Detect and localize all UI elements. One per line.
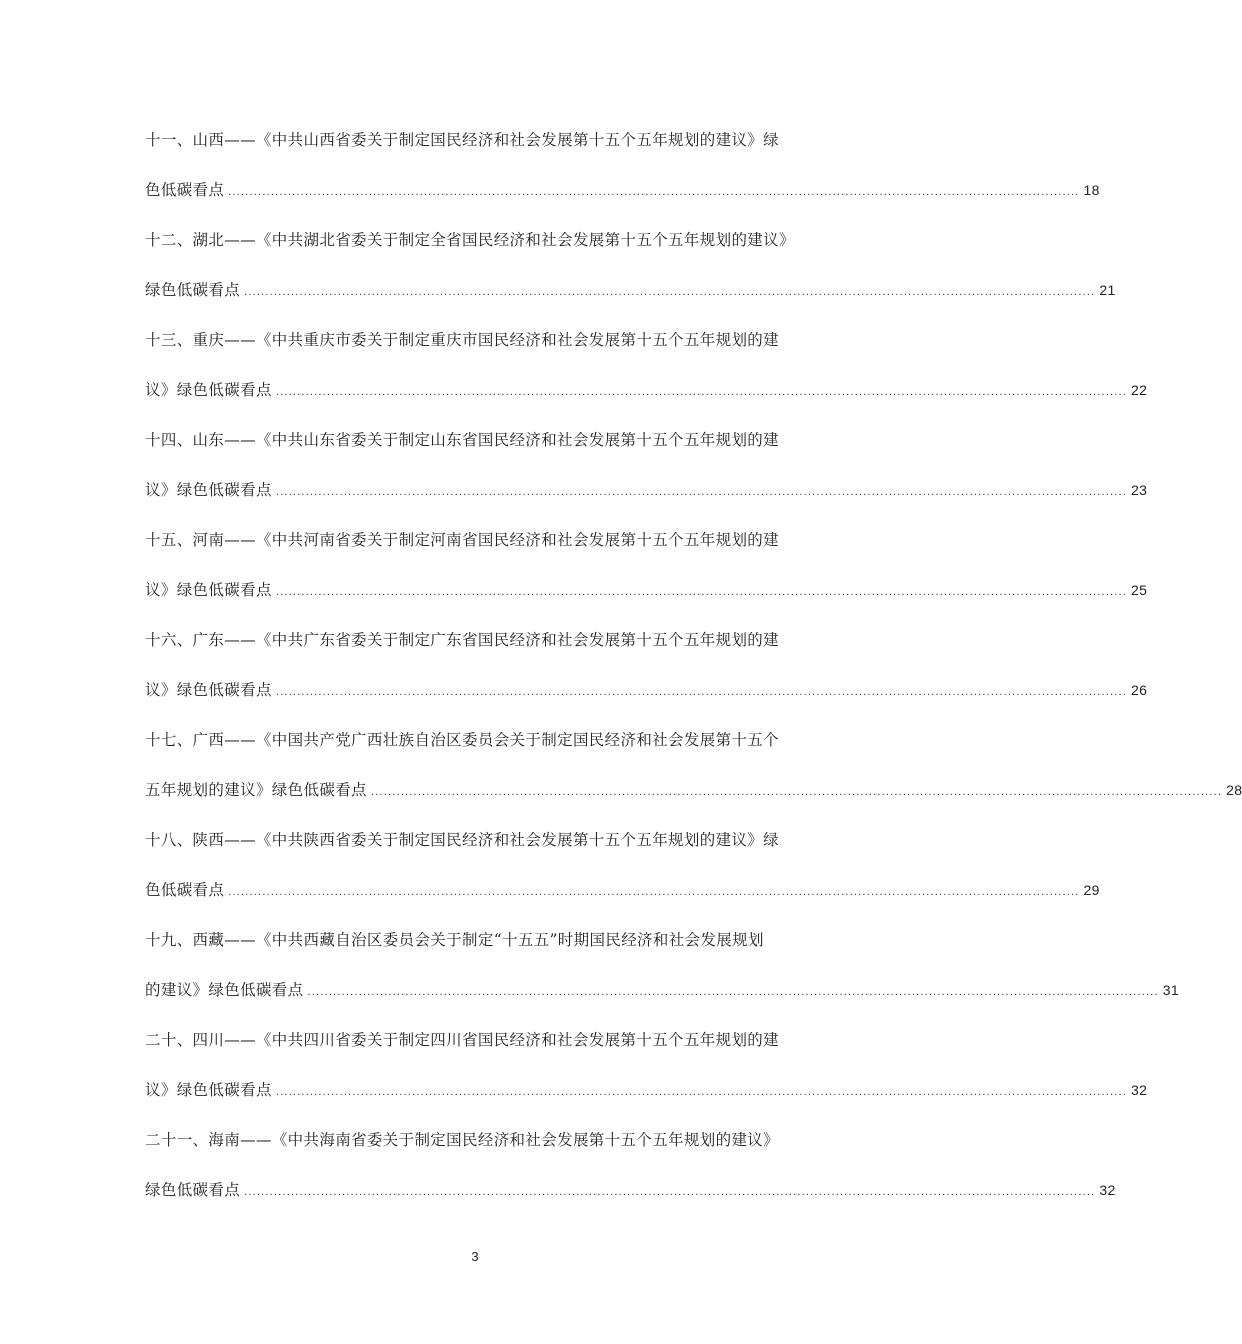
dot-leader: ........................................................................................................................................................................................................ <box>307 986 1159 998</box>
toc-entry-title: 十五、河南——《中共河南省委关于制定河南省国民经济和社会发展第十五个五年规划的建 <box>145 531 780 549</box>
toc-entry-title: 二十一、海南——《中共海南省委关于制定国民经济和社会发展第十五个五年规划的建议》 <box>145 1131 780 1149</box>
toc-entry-continuation <box>145 472 1148 522</box>
toc-entry-title: 二十、四川——《中共四川省委关于制定四川省国民经济和社会发展第十五个五年规划的建 <box>145 1031 780 1049</box>
toc-entry-title: 十一、山西——《中共山西省委关于制定国民经济和社会发展第十五个五年规划的建议》绿 <box>145 131 780 149</box>
toc-page-number: 23 <box>1131 482 1148 498</box>
toc-page-number: 31 <box>1162 982 1180 998</box>
toc-page-number: 29 <box>1083 882 1100 898</box>
toc-entry-title: 十六、广东——《中共广东省委关于制定广东省国民经济和社会发展第十五个五年规划的建 <box>145 631 780 649</box>
dot-leader: ........................................................................................................................................................................................................ <box>275 386 1128 398</box>
toc-entry[interactable] <box>145 822 1100 922</box>
dot-leader: ........................................................................................................................................................................................................ <box>244 286 1096 298</box>
toc-entry[interactable] <box>145 722 1242 822</box>
toc-entry-title-end: 议》绿色低碳看点 <box>145 381 272 399</box>
toc-entry[interactable] <box>145 922 1180 1022</box>
toc-entry[interactable] <box>145 322 1148 422</box>
toc-entry-continuation <box>145 372 1148 422</box>
toc-entry-title-end: 绿色低碳看点 <box>145 281 241 299</box>
toc-entry-title: 十四、山东——《中共山东省委关于制定山东省国民经济和社会发展第十五个五年规划的建 <box>145 431 780 449</box>
dot-leader: ........................................................................................................................................................................................................ <box>275 1086 1128 1098</box>
toc-page-number: 26 <box>1131 682 1148 698</box>
table-of-contents <box>145 122 1242 1222</box>
dot-leader: ........................................................................................................................................................................................................ <box>370 786 1223 798</box>
toc-entry[interactable] <box>145 622 1148 722</box>
toc-page-number: 22 <box>1131 382 1148 398</box>
toc-entry-continuation <box>145 772 1242 822</box>
dot-leader: ........................................................................................................................................................................................................ <box>228 186 1080 198</box>
toc-entry-title-end: 色低碳看点 <box>145 181 225 199</box>
toc-entry-title-end: 五年规划的建议》绿色低碳看点 <box>145 781 367 799</box>
toc-entry-title-end: 议》绿色低碳看点 <box>145 1081 272 1099</box>
dot-leader: ........................................................................................................................................................................................................ <box>275 486 1128 498</box>
footer-page-number: 3 <box>471 1249 479 1264</box>
toc-page-number: 28 <box>1226 782 1242 798</box>
toc-page-number: 32 <box>1099 1182 1116 1198</box>
toc-entry-continuation <box>145 572 1148 622</box>
toc-entry-continuation <box>145 172 1100 222</box>
toc-entry-continuation <box>145 672 1148 722</box>
toc-entry-title-end: 的建议》绿色低碳看点 <box>145 981 304 999</box>
toc-entry-continuation <box>145 272 1116 322</box>
toc-entry-continuation <box>145 972 1180 1022</box>
toc-entry[interactable] <box>145 522 1148 622</box>
toc-entry-title: 十二、湖北——《中共湖北省委关于制定全省国民经济和社会发展第十五个五年规划的建议》 <box>145 231 795 249</box>
toc-entry[interactable] <box>145 222 1116 322</box>
toc-entry-title: 十三、重庆——《中共重庆市委关于制定重庆市国民经济和社会发展第十五个五年规划的建 <box>145 331 780 349</box>
toc-entry-title-end: 绿色低碳看点 <box>145 1181 241 1199</box>
toc-entry[interactable] <box>145 1022 1148 1122</box>
toc-entry-continuation <box>145 1072 1148 1122</box>
dot-leader: ........................................................................................................................................................................................................ <box>244 1186 1096 1198</box>
toc-page-number: 25 <box>1131 582 1148 598</box>
toc-entry[interactable] <box>145 422 1148 522</box>
toc-entry-title: 十七、广西——《中国共产党广西壮族自治区委员会关于制定国民经济和社会发展第十五个 <box>145 731 780 749</box>
toc-entry-continuation <box>145 1172 1116 1222</box>
toc-entry-title: 十九、西藏——《中共西藏自治区委员会关于制定“十五五”时期国民经济和社会发展规划 <box>145 931 764 949</box>
dot-leader: ........................................................................................................................................................................................................ <box>275 686 1128 698</box>
toc-page-number: 32 <box>1131 1082 1148 1098</box>
dot-leader: ........................................................................................................................................................................................................ <box>275 586 1128 598</box>
toc-entry-continuation <box>145 872 1100 922</box>
toc-entry[interactable] <box>145 122 1100 222</box>
toc-entry-title: 十八、陕西——《中共陕西省委关于制定国民经济和社会发展第十五个五年规划的建议》绿 <box>145 831 780 849</box>
toc-entry[interactable] <box>145 1122 1116 1222</box>
toc-entry-title-end: 色低碳看点 <box>145 881 225 899</box>
toc-entry-title-end: 议》绿色低碳看点 <box>145 481 272 499</box>
toc-page-number: 18 <box>1083 182 1100 198</box>
toc-entry-title-end: 议》绿色低碳看点 <box>145 681 272 699</box>
dot-leader: ........................................................................................................................................................................................................ <box>228 886 1080 898</box>
toc-entry-title-end: 议》绿色低碳看点 <box>145 581 272 599</box>
toc-page-number: 21 <box>1099 282 1116 298</box>
